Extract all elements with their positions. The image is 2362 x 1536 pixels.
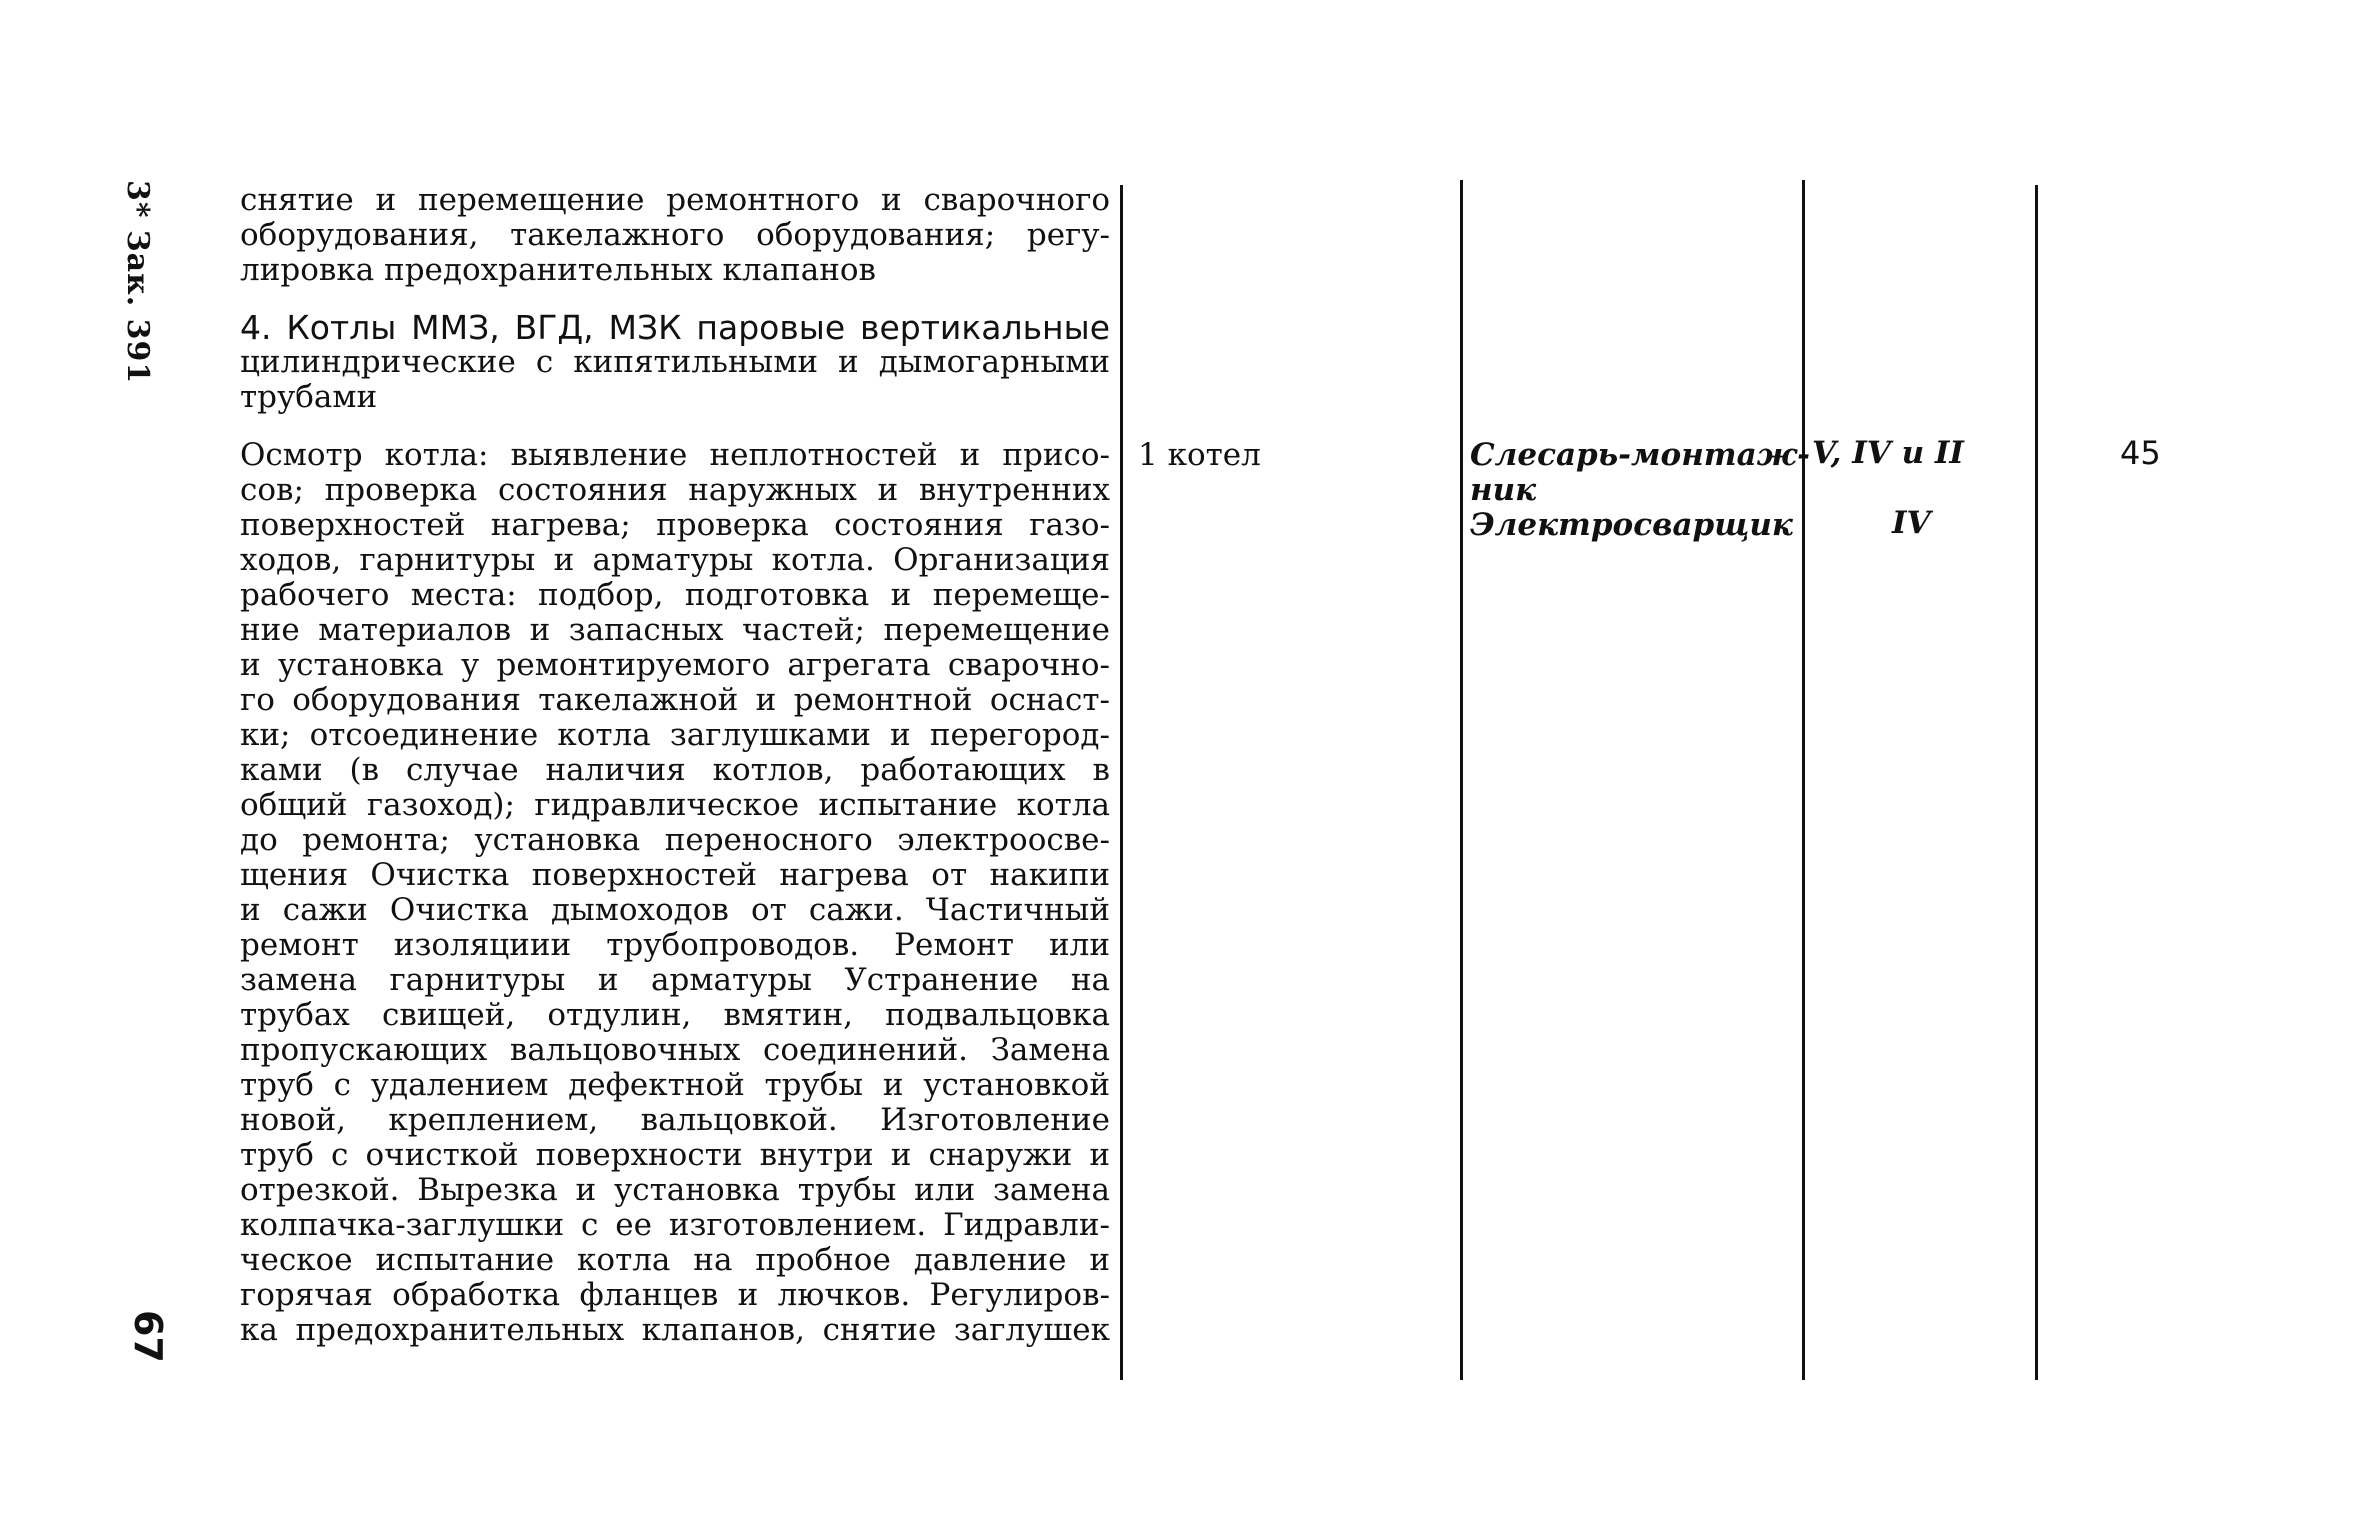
profession-cell-2: Электросварщик (1470, 507, 1793, 543)
text-line: трубах свищей, отдулин, вмятин, подвальцовка (240, 997, 1110, 1033)
text-line: до ремонта; установка переносного электроосве- (240, 822, 1110, 858)
heading-line: трубами (240, 379, 378, 415)
text-line: щения Очистка поверхностей нагрева от накипи (240, 857, 1110, 893)
column-divider-4 (2035, 185, 2038, 1380)
column-divider-3 (1802, 180, 1805, 1380)
text-line: труб с очисткой поверхности внутри и снаружи и (240, 1137, 1110, 1173)
text-line: общий газоход); гидравлическое испытание котла (240, 787, 1110, 823)
heading-line: 4. Котлы ММЗ, ВГД, МЗК паровые вертикальные (240, 308, 1110, 347)
grade-cell-1: V, IV и II (1812, 435, 1964, 471)
text-line: колпачка-заглушки с ее изготовлением. Гидравли- (240, 1207, 1110, 1243)
text-line: ка предохранительных клапанов, снятие заглушек (240, 1312, 1110, 1348)
column-divider-1 (1120, 185, 1123, 1380)
text-line: замена гарнитуры и арматуры Устранение на (240, 962, 1110, 998)
norm-cell: 45 (2120, 434, 2161, 472)
text-line: пропускающих вальцовочных соединений. Замена (240, 1032, 1110, 1068)
column-divider-2 (1460, 180, 1463, 1380)
text-line: Осмотр котла: выявление неплотностей и присо- (240, 437, 1110, 473)
order-note: 3* Зак. 391 (120, 180, 155, 385)
text-line: ки; отсоединение котла заглушками и перегород- (240, 717, 1110, 753)
text-line: новой, креплением, вальцовкой. Изготовление (240, 1102, 1110, 1138)
text-line: поверхностей нагрева; проверка состояния газо- (240, 507, 1110, 543)
text-line: ние материалов и запасных частей; перемещение (240, 612, 1110, 648)
grade-cell-2: IV (1892, 505, 1931, 541)
text-line: ходов, гарнитуры и арматуры котла. Организация (240, 542, 1110, 578)
section-heading (240, 310, 1110, 415)
text-line: ческое испытание котла на пробное давление и (240, 1242, 1110, 1278)
text-line: оборудования, такелажного оборудования; регу- (240, 217, 1110, 253)
profession-cell-1-line1: Слесарь-монтаж- (1470, 437, 1811, 473)
text-line: ремонт изоляциии трубопроводов. Ремонт или (240, 927, 1110, 963)
text-line: отрезкой. Вырезка и установка трубы или замена (240, 1172, 1110, 1208)
text-line: ками (в случае наличия котлов, работающих в (240, 752, 1110, 788)
text-line: и установка у ремонтируемого агрегата сварочно- (240, 647, 1110, 683)
text-line: рабочего места: подбор, подготовка и перемеще- (240, 577, 1110, 613)
text-line: горячая обработка фланцев и лючков. Регулиров- (240, 1277, 1110, 1313)
page-number: 67 (126, 1310, 170, 1363)
unit-cell: 1 котел (1138, 437, 1261, 473)
text-line: го оборудования такелажной и ремонтной оснаст- (240, 682, 1110, 718)
work-description (240, 438, 1110, 1348)
text-line: сов; проверка состояния наружных и внутренних (240, 472, 1110, 508)
text-line: труб с удалением дефектной трубы и установкой (240, 1067, 1110, 1103)
continued-work-description (240, 183, 1110, 288)
text-line: и сажи Очистка дымоходов от сажи. Частичный (240, 892, 1110, 928)
text-line: лировка предохранительных клапанов (240, 252, 876, 288)
text-line: снятие и перемещение ремонтного и сварочного (240, 182, 1110, 218)
heading-line: цилиндрические с кипятильными и дымогарными (240, 344, 1110, 380)
profession-cell-1-line2: ник (1470, 472, 1537, 508)
